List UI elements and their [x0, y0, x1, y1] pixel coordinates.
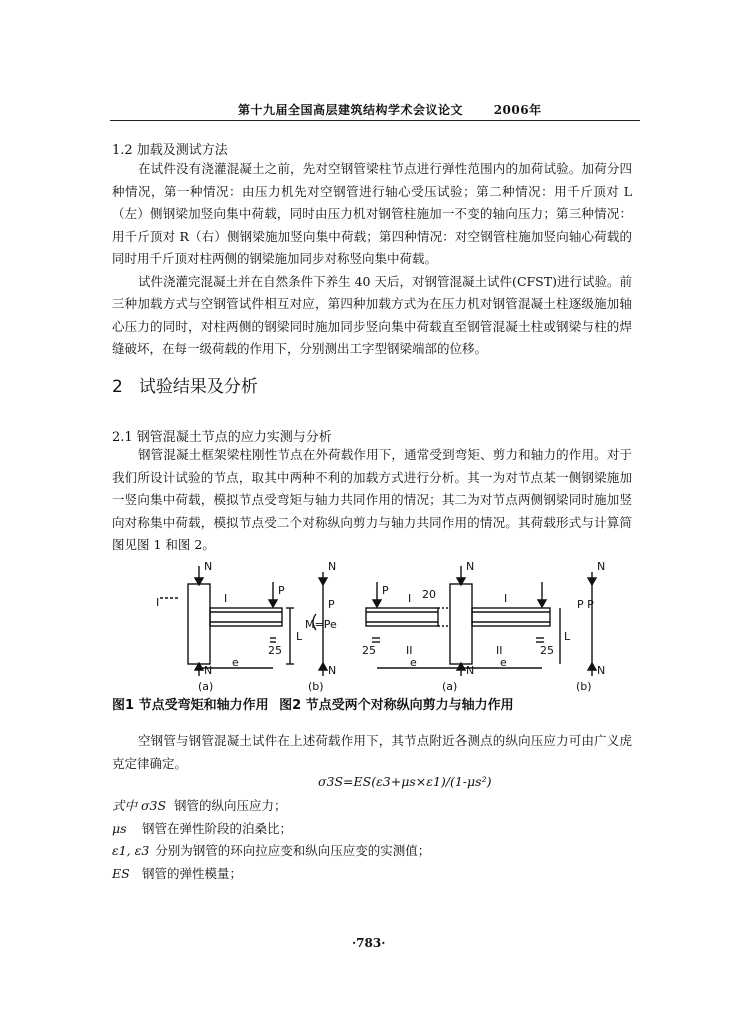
header-rule [110, 120, 640, 121]
label-n: N [597, 664, 606, 677]
label-n: N [466, 560, 475, 573]
label-25: 25 [362, 644, 376, 657]
definition-text: 钢管在弹性阶段的泊桑比； [142, 820, 293, 836]
label-n: N [328, 664, 337, 677]
definition-text: 钢管的弹性模量； [142, 865, 243, 881]
section-1-2-title: 1.2 加载及测试方法 [112, 143, 228, 158]
section-number: 2 [112, 377, 123, 397]
figure-captions [112, 694, 520, 713]
definition-text: 钢管的纵向压应力； [174, 798, 287, 813]
paragraph: 空钢管与钢管混凝土试件在上述荷载作用下，其节点附近各测点的纵向压应力可由广义虎克定律确定。 [112, 733, 632, 771]
definition-symbol: 式中 σ3S [112, 798, 167, 813]
label-e: e [410, 656, 417, 669]
definition-item [112, 863, 430, 886]
definition-symbol: ε1, ε3 [112, 843, 150, 858]
label-n: N [328, 560, 337, 573]
definition-text: 分别为钢管的环向拉应变和纵向压应变的实测值； [155, 843, 431, 858]
caption-fig2: 图2 节点受两个对称纵向剪力与轴力作用 [279, 698, 514, 713]
running-header [238, 101, 542, 118]
after-figure-body [112, 730, 632, 775]
label-section-i: I [408, 592, 412, 605]
label-l: L [564, 630, 571, 643]
label-n: N [204, 560, 213, 573]
section-2-1-title: 2.1 钢管混凝土节点的应力实测与分析 [112, 430, 332, 445]
section-2-1-body [112, 444, 632, 557]
label-section-ii: II [406, 644, 413, 657]
label-25: 25 [268, 644, 282, 657]
label-section-i: I [504, 592, 508, 605]
label-section-i: I [156, 596, 160, 609]
beam-rect [210, 608, 282, 626]
page-number: ·783· [352, 936, 386, 950]
label-sub-a: (a) [442, 680, 458, 692]
label-n: N [466, 664, 475, 677]
label-e: e [232, 656, 239, 669]
label-sub-b: (b) [308, 680, 324, 692]
column-rect [188, 584, 210, 664]
label-section-i: I [224, 592, 228, 605]
definitions-list [112, 795, 430, 885]
header-year: 2006年 [493, 103, 542, 117]
label-section-ii: II [496, 644, 503, 657]
paragraph: 钢管混凝土框架梁柱刚性节点在外荷载作用下，通常受到弯矩、剪力和轴力的作用。对于我们所设计试验的节点，取其中两种不利的加载方式进行分析。其一为对节点某一侧钢梁施加一竖向集中荷载，模拟节点受弯矩与轴力共同作用的情况；其二为对节点两侧钢梁同时施加竖向对称集中荷载，模拟节点受二个对称纵向剪力与轴力共同作用的情况。其荷载形式与计算简图见图 1 和图 2。 [112, 447, 632, 552]
definition-item [112, 840, 430, 863]
section-1-2-body [112, 158, 632, 361]
header-title: 第十九届全国高层建筑结构学术会议论文 [238, 103, 464, 117]
definition-item [112, 818, 430, 841]
label-sub-b: (b) [576, 680, 592, 692]
section-2-heading [112, 372, 258, 397]
label-25: 25 [540, 644, 554, 657]
label-p: P [278, 584, 285, 597]
label-e: e [500, 656, 507, 669]
label-l: L [296, 630, 303, 643]
label-p: P [328, 598, 335, 611]
label-pp: P P [577, 598, 594, 611]
definition-item [112, 795, 430, 818]
label-n: N [204, 664, 213, 677]
label-n: N [597, 560, 606, 573]
label-sub-a: (a) [198, 680, 214, 692]
formula: σ3S=ES(ε3+μs×ε1)/(1-μs²) [318, 774, 492, 789]
figure-diagrams [140, 558, 640, 692]
caption-fig1: 图1 节点受弯矩和轴力作用 [112, 698, 269, 713]
paragraph: 试件浇灌完混凝土并在自然条件下养生 40 天后，对钢管混凝土试件(CFST)进行试验。前三种加载方式与空钢管试件相互对应，第四种加载方式为在压力机对钢管混凝土柱逐级施加轴心压力的同时，对柱两侧的钢梁同时施加同步竖向集中荷载直至钢管混凝土柱或钢梁与柱的焊缝破坏，在每一级荷载的作用下，分别测出工字型钢梁端部的位移。 [112, 273, 632, 356]
label-p: P [382, 584, 389, 597]
section-title: 试验结果及分析 [138, 377, 258, 397]
definition-symbol: μs [112, 820, 127, 836]
label-moment: M=Pe [305, 618, 337, 631]
paragraph: 在试件没有浇灌混凝土之前，先对空钢管梁柱节点进行弹性范围内的加荷试验。加荷分四种情况，第一种情况：由压力机先对空钢管进行轴心受压试验；第二种情况：用千斤顶对 L（左）侧钢梁加竖向集中荷载，同时由压力机对钢管柱施加一不变的轴向压力；第三种情况：用千斤顶对 R（右）侧钢梁施加竖向集中荷载；第四种情况：对空钢管柱施加竖向轴心荷载的同时用千斤顶对柱两侧的钢梁施加同步对称竖向集中荷载。 [112, 161, 632, 266]
definition-symbol: ES [112, 865, 130, 881]
label-20: 20 [422, 588, 436, 601]
